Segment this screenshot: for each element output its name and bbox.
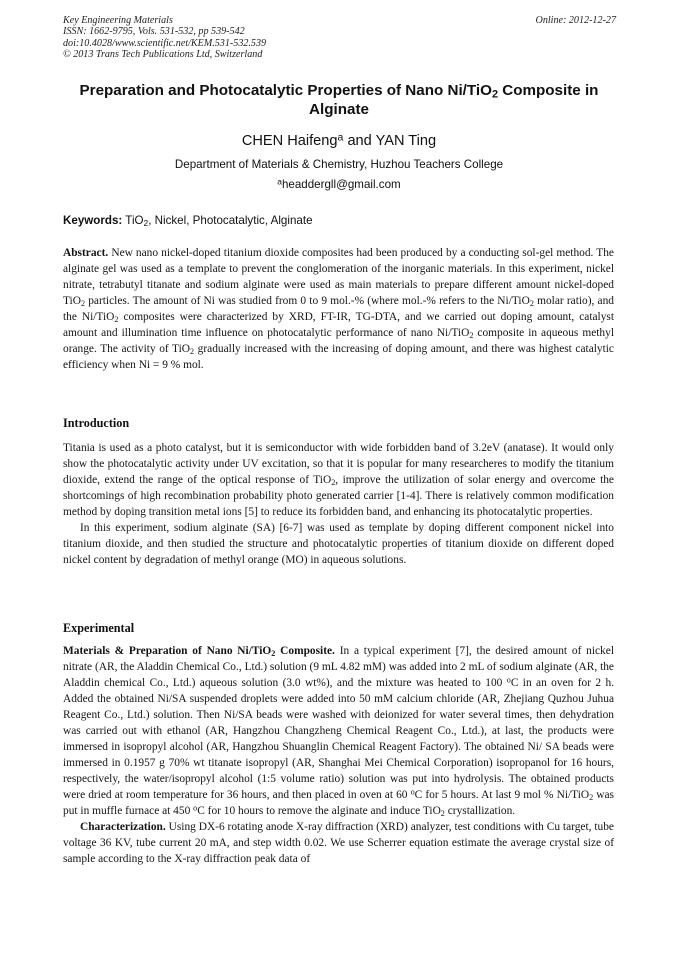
intro-paragraph-1: Titania is used as a photo catalyst, but it is semiconductor with wide forbidden band of 3.2eV (anatase). It would only show the photocatalytic activity under UV excitation, so that it is popular for many researcheres to modify the titanium dioxide, extend the range of the optical response of TiO$_2$, improve the utilization of solar energy and overcome the shortcomings of high recombination probability photo generated carrier [1-4]. There is relatively common modification method by doping transition metal ions [5] to reduce its forbidden band, and enhancing its photocatalytic properties. [63, 442, 614, 518]
keywords-label: Keywords: [63, 214, 123, 227]
affiliation: Department of Materials & Chemistry, Huzhou Teachers College [174, 158, 504, 171]
intro-paragraph-2: In this experiment, sodium alginate (SA) [6-7] was used as template by doping different component nickel into titanium dioxide, and then studied the structure and photocatalytic properties of titanium dioxide on different doped nickel content by degradation of methyl orange (MO) in aqueous solutions. [63, 522, 614, 566]
abstract-label: Abstract. [63, 247, 109, 259]
experimental-paragraph-1: Materials & Preparation of Nano Ni/TiO$_2$ Composite. In a typical experiment [7], the desired amount of nickel nitrate (AR, the Aladdin Chemical Co., Ltd.) solution (9 mL 4.82 mM) was added into 2 mL of sodium alginate (AR, the Aladdin chemical Co., Ltd.) aqueous solution (3.0 wt%), and the mixture was heated to 100 $^o$C in an oven for 2 h. Added the obtained Ni/SA suspended droplets were added into 50 mM calcium chloride (AR, Zhejiang Quzhou Juhua Reagent Co., Ltd.) solution. Then Ni/SA beads were washed with deionized for water several times, then dehydration was carried out with ethanol (AR, Hangzhou Changzheng Chemical Reagent Co., Ltd.), at last, the products were immersed in isopropyl alcohol (AR, Hangzhou Shuanglin Chemical Reagent Factory). The obtained Ni/ SA beads were immersed in 0.1957 g 70% wt titanate isopropyl (AR, Shanghai Mei Chemical Corporation) isopropanol for 16 hours, respectively, the water/isopropyl alcohol (1:5 volume ratio) solution was put into hydrolysis. The obtained products were dried at room temperature for 36 hours, and then placed in oven at 60 $^o$C for 5 hours. At last 9 mol % Ni/TiO$_2$ was put in muffle furnace at 450 $^o$C for 10 hours to remove the alginate and induce TiO$_2$ crystallization. [63, 645, 614, 818]
email-link[interactable]: headdergll@gmail.com [281, 178, 401, 191]
introduction-heading: Introduction [63, 416, 130, 430]
abstract-paragraph: Abstract. New nano nickel-doped titanium dioxide composites had been produced by a conducting sol-gel method. The alginate gel was used as a template to prevent the conglomeration of the inorganic materials. In this experiment, nickel nitrate, tetrabutyl titanate and sodium alginate were used as main materials to prepare different amount nickel-doped TiO$_2$ particles. The amount of Ni was studied from 0 to 9 mol.-% (where mol.-% refers to the Ni/TiO$_2$ molar ratio), and the Ni/TiO$_2$ composites were characterized by XRD, FT-IR, TG-DTA, and we carried out doping amount, catalyst amount and illumination time influence on photocatalytic performance of nano Ni/TiO$_2$ composite in aqueous methyl orange. The activity of TiO$_2$ gradually increased with the increasing of doping amount, and there was highest catalytic efficiency when Ni = 9 % mol. [63, 247, 614, 371]
experimental-paragraph-2: Characterization. Using DX-6 rotating anode X-ray diffraction (XRD) analyzer, test conditions with Cu target, tube voltage 36 KV, tube current 20 mA, and step width 0.02. We use Scherrer equation estimate the average crystal size of sample according to the X-ray diffraction peak data of [63, 821, 614, 865]
journal-doi[interactable]: doi:10.4028/www.scientific.net/KEM.531-532.539 [63, 37, 267, 49]
author-list: CHEN Haifeng$^a$ and YAN Ting [241, 131, 437, 149]
journal-header [63, 15, 266, 61]
experimental-heading: Experimental [63, 621, 135, 635]
keywords: Keywords: TiO$_2$, Nickel, Photocatalytic, Alginate [63, 214, 313, 228]
online-date: Online: 2012-12-27 [535, 15, 616, 26]
author-second: YAN Ting [375, 133, 437, 149]
introduction-section [63, 440, 614, 568]
materials-subheading: Materials & Preparation of Nano Ni/TiO$_2$ Composite. [63, 645, 335, 658]
author-email: $^a$headdergll@gmail.com [277, 176, 401, 191]
journal-copyright: © 2013 Trans Tech Publications Ltd, Switzerland [63, 49, 263, 61]
abstract [63, 245, 614, 373]
characterization-subheading: Characterization. [80, 821, 166, 833]
journal-issn: ISSN: 1662-9795, Vols. 531-532, pp 539-542 [63, 26, 245, 38]
experimental-section [63, 643, 614, 867]
author-first: CHEN Haifeng [241, 133, 338, 149]
paper-title: Preparation and Photocatalytic Properties of Nano Ni/TiO$_2$ Composite in Alginate [79, 82, 599, 118]
journal-name: Key Engineering Materials [63, 15, 173, 26]
